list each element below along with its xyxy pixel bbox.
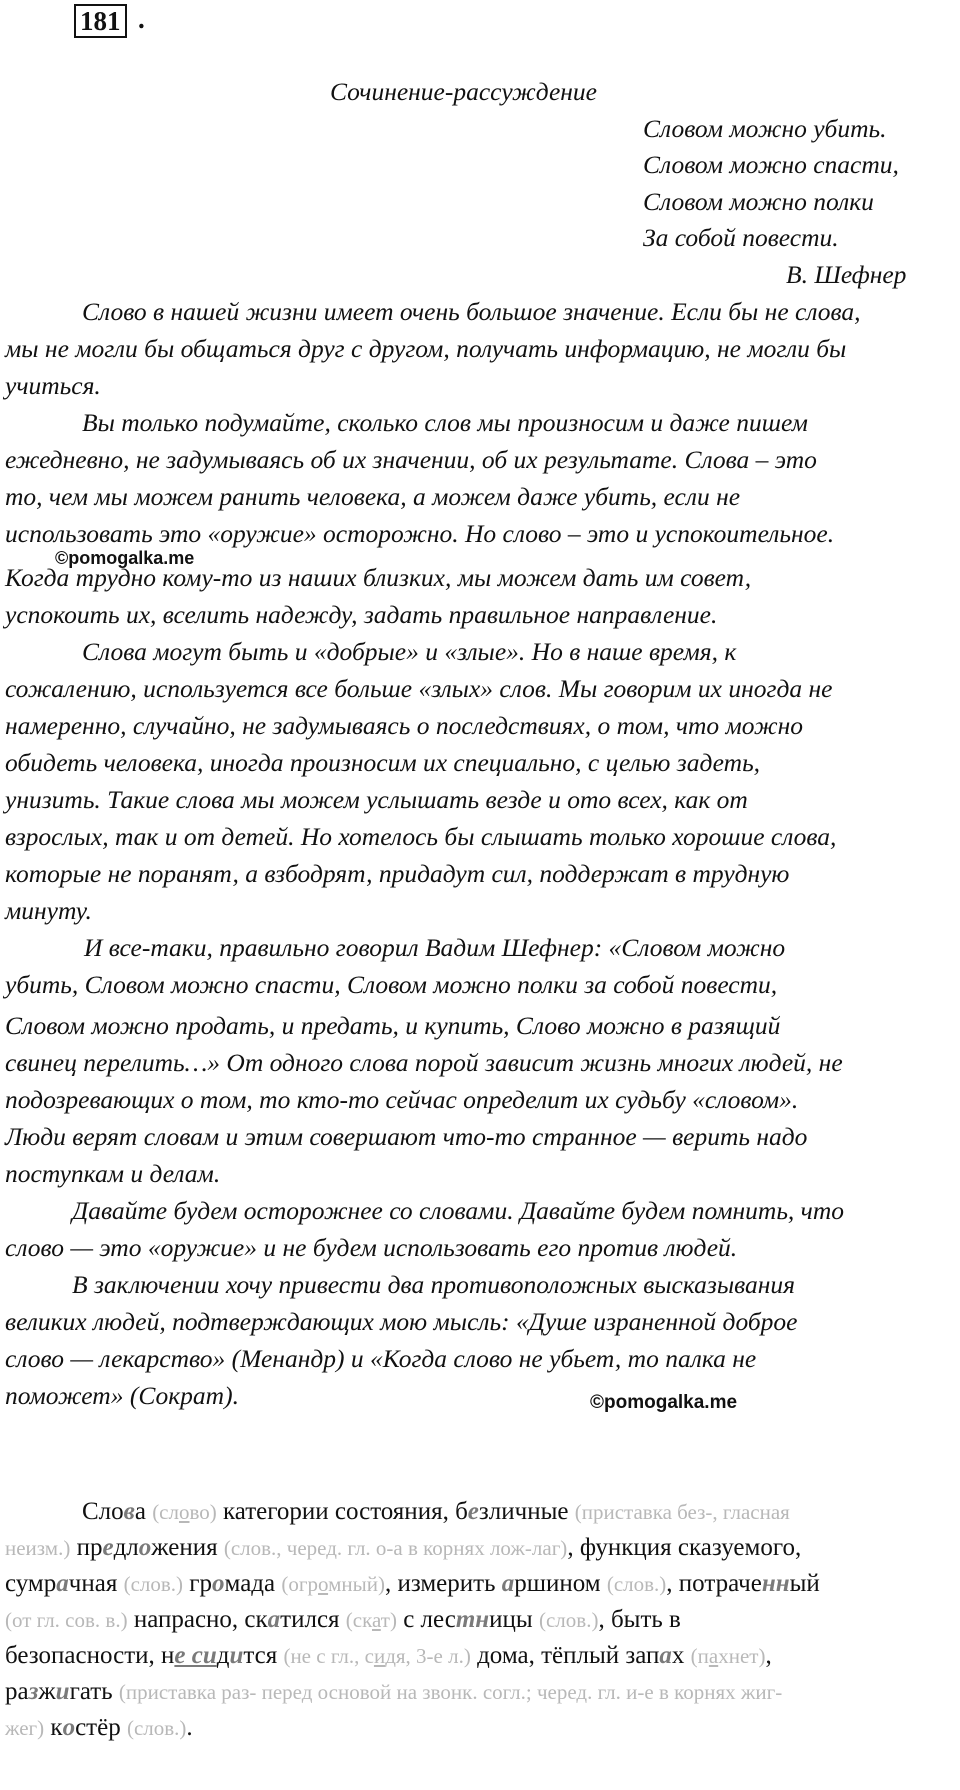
essay-line: учиться. [5, 371, 101, 400]
essay-line: Словом можно продать, и предать, и купить, Слово можно в разящий [5, 1011, 781, 1040]
watermark: ©pomogalka.me [590, 1392, 738, 1413]
analysis-line: сумрачная (слов.) громада (огромный), измерить аршином (слов.), потраченный [5, 1570, 820, 1597]
essay-line: убить, Словом можно спасти, Словом можно полки за собой повести, [5, 970, 778, 999]
analysis-line: Слова (слово) категории состояния, безличные (приставка без-, гласная [82, 1498, 790, 1525]
essay-line: подозревающих о том, то кто-то сейчас определит их судьбу «словом». [5, 1085, 799, 1114]
essay-line: Слова могут быть и «добрые» и «злые». Но в наше время, к [82, 637, 737, 666]
essay-line: великих людей, подтверждающих мою мысль: «Душе израненной доброе [5, 1307, 798, 1336]
epigraph-line: За собой повести. [643, 223, 839, 252]
exercise-number-dot: . [138, 4, 145, 34]
epigraph-author: В. Шефнер [786, 260, 907, 289]
essay-line: то, чем мы можем ранить человека, а можем даже убить, если не [5, 482, 741, 511]
essay-line: взрослых, так и от детей. Но хотелось бы слышать только хорошие слова, [5, 822, 837, 851]
analysis-line: разжигать (приставка раз- перед основой на звонк. согл.; черед. гл. и-е в корнях жиг- [5, 1678, 783, 1705]
essay-line: И все-таки, правильно говорил Вадим Шефнер: «Словом можно [84, 933, 786, 962]
watermark: ©pomogalka.me [55, 548, 195, 568]
essay-line: В заключении хочу привести два противоположных высказывания [72, 1270, 796, 1299]
essay-line: Слово в нашей жизни имеет очень большое значение. Если бы не слова, [82, 297, 861, 326]
analysis-line: (от гл. сов. в.) напрасно, скатился (скат) с лестницы (слов.), быть в [5, 1606, 681, 1633]
essay-line: Давайте будем осторожнее со словами. Давайте будем помнить, что [72, 1196, 845, 1225]
essay-line: слово — это «оружие» и не будем использовать его против людей. [5, 1233, 738, 1262]
essay-line: использовать это «оружие» осторожно. Но слово – это и успокоительное. [5, 519, 835, 548]
essay-title: Сочинение-рассуждение [330, 77, 597, 106]
essay-line: Люди верят словам и этим совершают что-то странное — верить надо [5, 1122, 808, 1151]
essay-line: мы не могли бы общаться друг с другом, получать информацию, не могли бы [5, 334, 847, 363]
epigraph-line: Словом можно спасти, [643, 150, 899, 179]
essay-line: минуту. [5, 896, 92, 925]
essay-line: успокоить их, вселить надежду, задать правильное направление. [5, 600, 718, 629]
essay-line: слово — лекарство» (Менандр) и «Когда слово не убьет, то палка не [5, 1344, 757, 1373]
essay-line: Когда трудно кому-то из наших близких, мы можем дать им совет, [5, 563, 752, 592]
epigraph-line: Словом можно убить. [643, 114, 887, 143]
essay-line: ежедневно, не задумываясь об их значении, об их результате. Слова – это [5, 445, 817, 474]
essay-line: которые не поранят, а взбодрят, придадут сил, поддержат в трудную [5, 859, 790, 888]
analysis-line: неизм.) предложения (слов., черед. гл. о-а в корнях лож-лаг), функция сказуемого, [5, 1534, 802, 1561]
essay-line: свинец перелить…» От одного слова порой зависит жизнь многих людей, не [5, 1048, 843, 1077]
analysis-line: жег) костёр (слов.). [5, 1714, 193, 1741]
essay-line: поможет» (Сократ). [5, 1381, 239, 1410]
essay-line: обидеть человека, иногда произносим их специально, с целью задеть, [5, 748, 761, 777]
exercise-number-box: 181 [74, 4, 127, 38]
essay-line: поступкам и делам. [5, 1159, 221, 1188]
essay-line: намеренно, случайно, не задумываясь о последствиях, о том, что можно [5, 711, 804, 740]
analysis-line: безопасности, не сидится (не с гл., сидя, 3-е л.) дома, тёплый запах (пахнет), [5, 1642, 772, 1669]
essay-line: Вы только подумайте, сколько слов мы произносим и даже пишем [82, 408, 808, 437]
essay-line: сожалению, используется все больше «злых» слов. Мы говорим их иногда не [5, 674, 833, 703]
epigraph-line: Словом можно полки [643, 187, 874, 216]
essay-line: унизить. Такие слова мы можем услышать везде и ото всех, как от [5, 785, 748, 814]
